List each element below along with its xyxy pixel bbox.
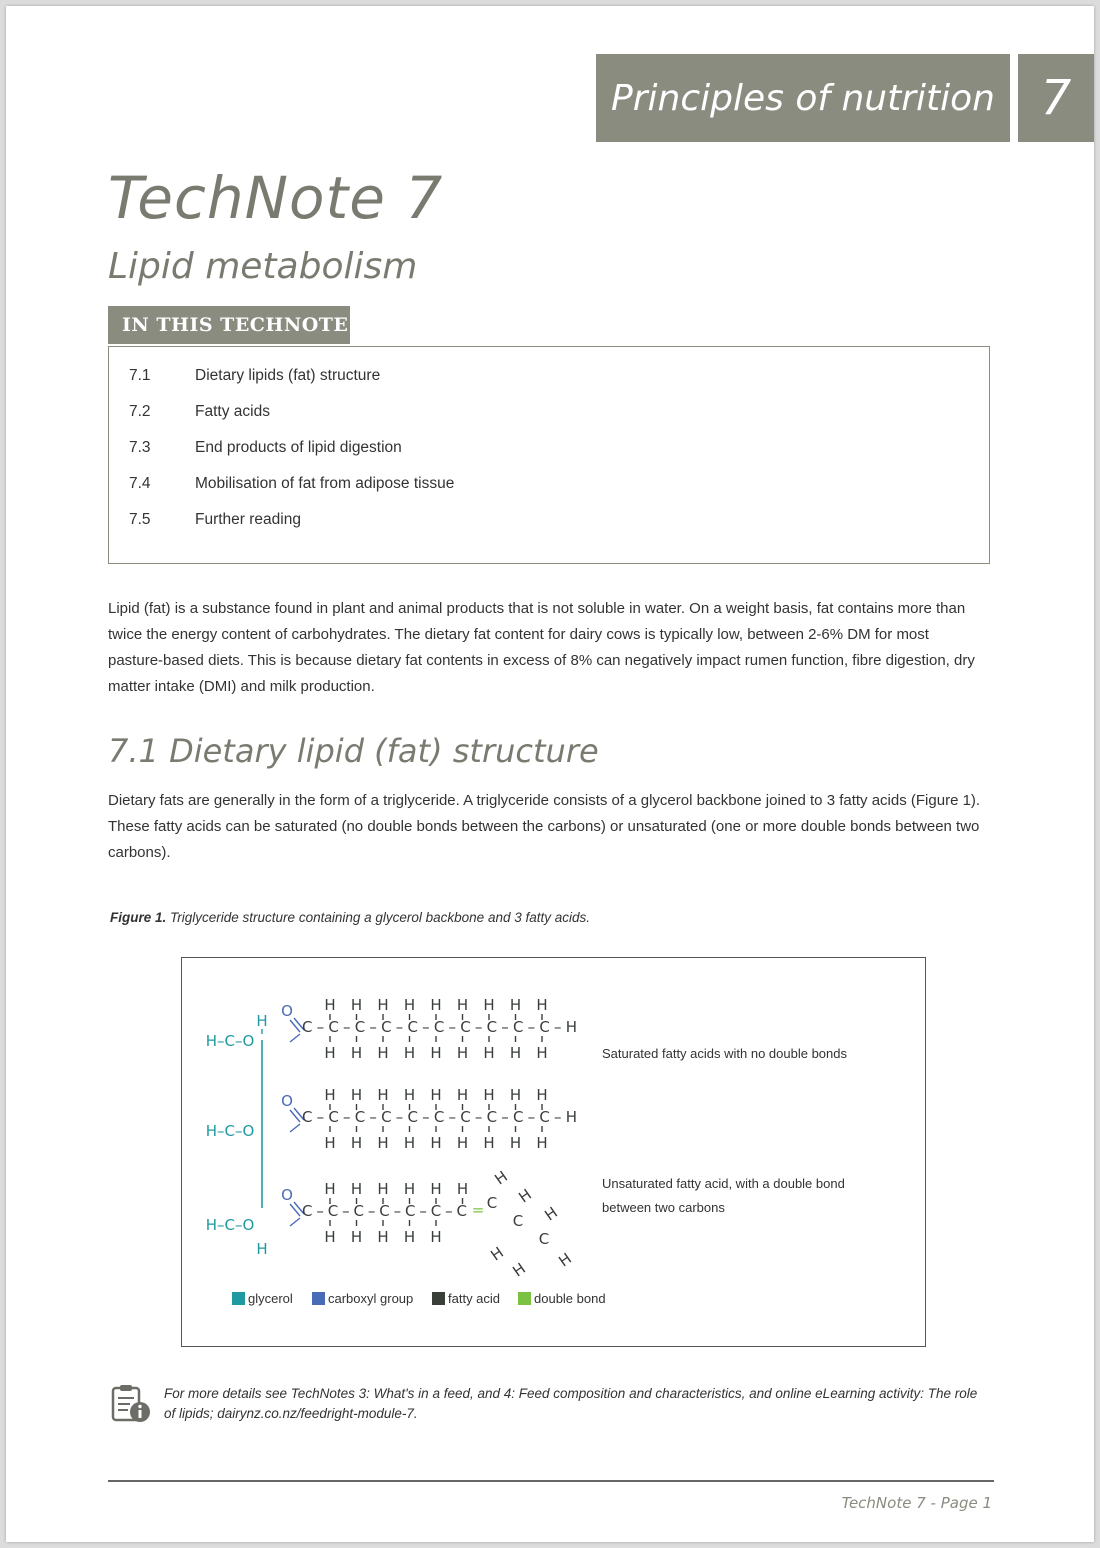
figure-legend [232,1291,606,1306]
chain-hydrogen: H [430,1086,442,1104]
chain-hydrogen: H [456,1086,469,1104]
carboxyl-double-bond [290,1204,300,1216]
toc-item-label: End products of lipid digestion [195,439,402,456]
chain-hydrogen: H [324,996,336,1014]
chain-hydrogen: H [324,1086,336,1104]
triglyceride-figure [181,957,926,1347]
carboxyl-bond [290,1034,300,1042]
glycerol-group: H–C–O [205,1032,255,1050]
triglyceride-diagram [182,958,927,1348]
chain-carbon: C [512,1212,524,1230]
legend-swatch-double-bond [518,1292,531,1305]
chain-hydrogen: H [403,1086,416,1104]
toc-item[interactable] [129,511,301,529]
toc-heading: IN THIS TECHNOTE [108,306,350,344]
legend-swatch-glycerol [232,1292,245,1305]
chain-hydrogen: H [403,1044,416,1062]
chain-hydrogen: H [377,1134,389,1152]
chain-hydrogen: H [456,1044,469,1062]
chain-hydrogen: H [350,1044,363,1062]
chain-hydrogen: H [350,1086,363,1104]
chain-hydrogen: H [487,1243,507,1265]
chain-hydrogen: H [536,1134,548,1152]
chain-hydrogen: H [541,1203,561,1225]
glycerol-hydrogen: H [256,1240,268,1258]
chain-hydrogen: H [377,1228,389,1246]
chain-hydrogen: H [483,1044,495,1062]
toc-item[interactable] [129,367,380,385]
label-unsaturated-line1: Unsaturated fatty acid, with a double bond [602,1176,845,1191]
chain-hydrogen: H [324,1044,336,1062]
toc-item-number: 7.5 [129,511,151,528]
carboxyl-bond [290,1124,300,1132]
legend-swatch-fatty-acid [432,1292,445,1305]
chain-hydrogen: H [403,1134,416,1152]
molecule-structure [206,996,577,1281]
toc-item-number: 7.3 [129,439,151,456]
glycerol-group: H–C–O [205,1216,255,1234]
chain-hydrogen: H [350,1228,363,1246]
chain-hydrogen: H [430,1180,442,1198]
toc-item-label: Further reading [195,511,301,528]
chain-hydrogen: H [324,1134,336,1152]
chain-hydrogen: H [430,1044,442,1062]
chain-hydrogen: H [350,1134,363,1152]
legend-label-carboxyl: carboxyl group [328,1291,414,1306]
toc-item-number: 7.4 [129,475,151,492]
chain-hydrogen: H [483,1086,495,1104]
carboxyl-bond [290,1218,300,1226]
chain-hydrogen: H [483,1134,495,1152]
section-heading: 7.1 Dietary lipid (fat) structure [108,732,599,770]
toc-item-label: Fatty acids [195,403,270,420]
chain-carbon: C [538,1230,550,1248]
info-document-icon [110,1384,152,1429]
chain-hydrogen: H [509,1134,522,1152]
fatty-acid-chain: C–C–C–C–C–C–C–C–C–C–H [302,1108,577,1126]
label-unsaturated-line2: between two carbons [602,1200,725,1215]
chain-hydrogen: H [377,996,389,1014]
page-footer: TechNote 7 - Page 1 [841,1494,992,1512]
chain-hydrogen: H [377,1086,389,1104]
page-subtitle: Lipid metabolism [108,246,418,287]
legend-label-double-bond: double bond [534,1291,606,1306]
chain-hydrogen: H [377,1044,389,1062]
legend-swatch-carboxyl [312,1292,325,1305]
chain-hydrogen: H [456,1180,469,1198]
chain-hydrogen: H [509,996,522,1014]
toc-box [108,346,990,564]
footer-divider [108,1480,994,1482]
chain-hydrogen: H [515,1185,535,1207]
toc-item[interactable] [129,403,270,421]
chain-hydrogen: H [483,996,495,1014]
chain-hydrogen: H [509,1259,529,1281]
toc-item[interactable] [129,475,454,493]
chain-hydrogen: H [536,996,548,1014]
chain-hydrogen: H [324,1180,336,1198]
page-title: TechNote 7 [108,164,444,232]
fatty-acid-chain-unsaturated: C–C–C–C–C–C–C [302,1202,467,1220]
further-details-note: For more details see TechNotes 3: What's in a feed, and 4: Feed composition and characteristics, and online eLearning activity: The role of lipids; dairynz.co.nz/feedright-module-7. [164,1386,978,1421]
chain-hydrogen: H [430,1228,442,1246]
section-banner: Principles of nutrition [596,54,1010,142]
figure-caption [110,910,590,925]
chain-hydrogen: H [509,1086,522,1104]
carboxyl-oxygen: O [281,1186,293,1204]
chain-hydrogen: H [430,996,442,1014]
chain-hydrogen: H [555,1249,575,1271]
intro-paragraph: Lipid (fat) is a substance found in plant and animal products that is not soluble in water. On a weight basis, fat contains more than twice the energy content of carbohydrates. The dietary fat content for dairy cows is typically low, between 2-6% DM for most pasture-based diets. This is because dietary fat contents in excess of 8% can negatively impact rumen function, fibre digestion, dry matter intake (DMI) and milk production. [108,600,975,695]
toc-item-label: Dietary lipids (fat) structure [195,367,381,384]
chain-hydrogen: H [509,1044,522,1062]
glycerol-hydrogen: H [256,1012,268,1030]
chain-hydrogen: H [350,996,363,1014]
chain-hydrogen: H [456,1134,469,1152]
chain-hydrogen: H [536,1086,548,1104]
chain-hydrogen: H [536,1044,548,1062]
figure-caption-text: Triglyceride structure containing a glycerol backbone and 3 fatty acids. [170,910,591,925]
carboxyl-oxygen: O [281,1092,293,1110]
section-paragraph: Dietary fats are generally in the form of a triglyceride. A triglyceride consists of a glycerol backbone joined to 3 fatty acids (Figure 1). These fatty acids can be saturated (no double bonds between the carbons) or unsaturated (one or more double bonds between two carbons). [108,792,981,861]
section-number: 7 [1018,54,1094,142]
chain-hydrogen: H [350,1180,363,1198]
carboxyl-double-bond [290,1110,300,1122]
chain-carbon: C [486,1194,498,1212]
double-bond-mark: = [471,1201,485,1219]
toc-item-number: 7.1 [129,367,151,384]
page [6,6,1094,1542]
toc-item-label: Mobilisation of fat from adipose tissue [195,475,455,492]
chain-hydrogen: H [403,1180,416,1198]
chain-hydrogen: H [403,1228,416,1246]
toc-item-number: 7.2 [129,403,151,420]
chain-hydrogen: H [377,1180,389,1198]
chain-hydrogen: H [324,1228,336,1246]
fatty-acid-chain: C–C–C–C–C–C–C–C–C–C–H [302,1018,577,1036]
legend-label-fatty-acid: fatty acid [448,1291,501,1306]
chain-hydrogen: H [491,1167,511,1189]
glycerol-group: H–C–O [205,1122,255,1140]
chain-hydrogen: H [403,996,416,1014]
label-saturated: Saturated fatty acids with no double bonds [602,1046,847,1061]
carboxyl-double-bond [290,1020,300,1032]
chain-hydrogen: H [430,1134,442,1152]
legend-label-glycerol: glycerol [248,1291,293,1306]
carboxyl-oxygen: O [281,1002,293,1020]
figure-caption-label: Figure 1. [110,910,167,925]
chain-hydrogen: H [456,996,469,1014]
toc-item[interactable] [129,439,402,457]
